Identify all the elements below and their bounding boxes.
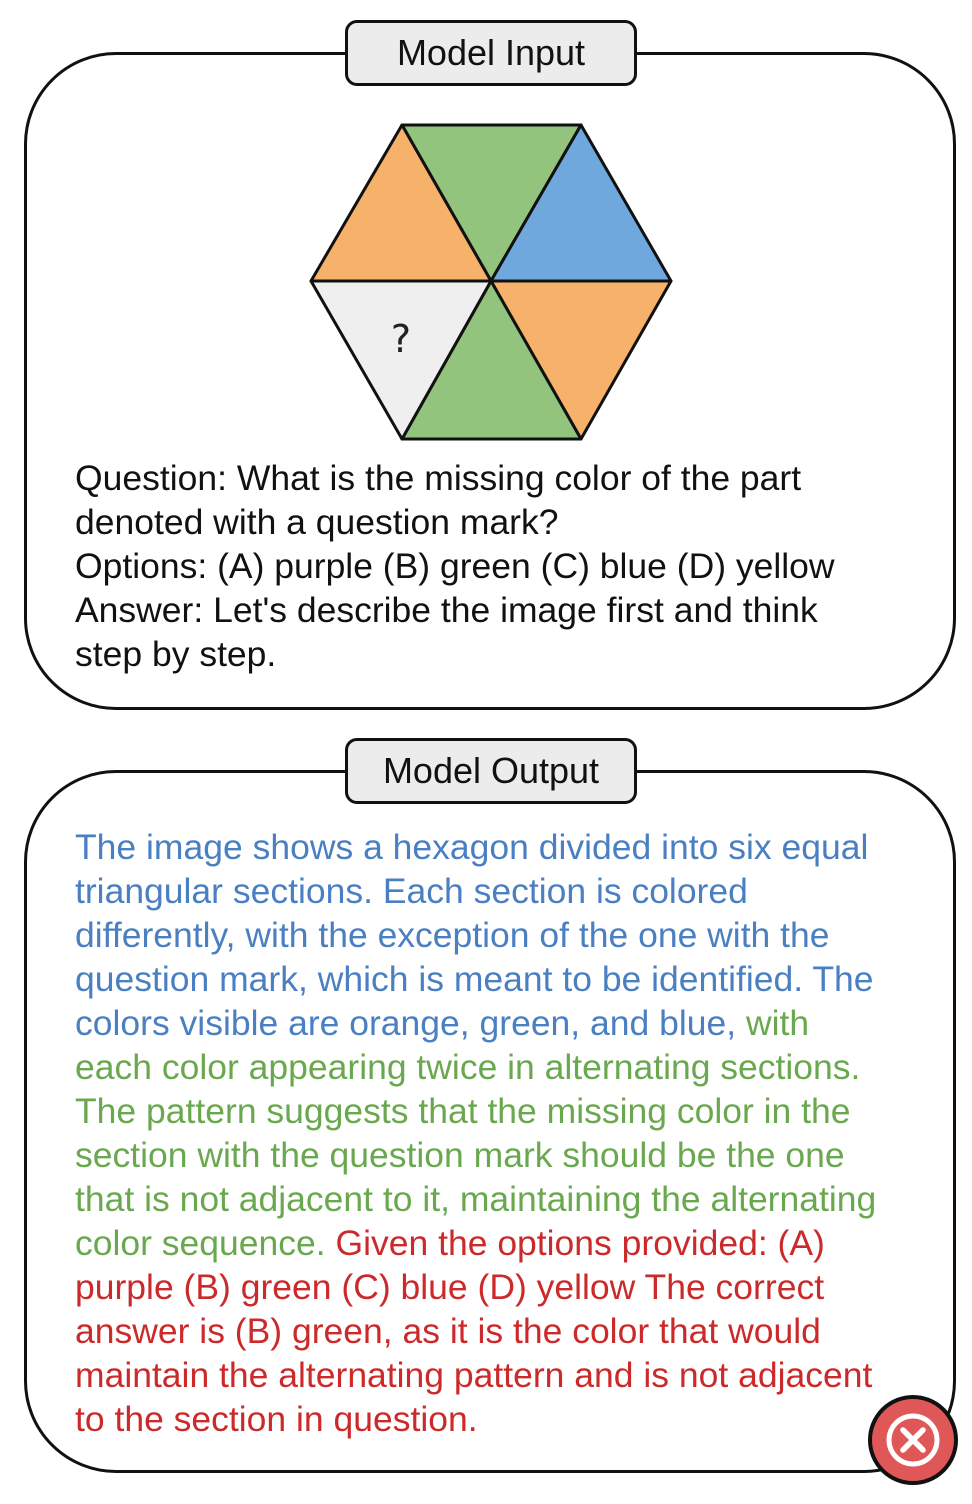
output-description-text: The image shows a hexagon divided into six equal triangular sections. Each section is colored differently, with the exception of the one with the question mark, which is meant to be identified. The colors visible are orange, green, and blue, xyxy=(75,827,874,1043)
model-output-title: Model Output xyxy=(382,750,600,791)
question-line: Question: What is the missing color of the part xyxy=(75,458,802,498)
answer-prompt-line-continued: step by step. xyxy=(75,634,277,674)
model-input-tab-label xyxy=(345,20,637,86)
model-input-title: Model Input xyxy=(396,32,586,73)
question-mark-label: ? xyxy=(390,317,412,361)
model-output-tab-label xyxy=(345,738,637,804)
options-line: Options: (A) purple (B) green (C) blue (D) yellow xyxy=(75,546,835,586)
close-x-icon xyxy=(872,1399,954,1481)
question-text-block xyxy=(75,456,905,676)
question-line-continued: denoted with a question mark? xyxy=(75,502,559,542)
output-reasoning-text: with each color appearing twice in alternating sections. The pattern suggests that the missing color in the section with the question mark should be the one that is not adjacent to it, maintaining the alternating color sequence. xyxy=(75,1003,877,1263)
incorrect-answer-badge xyxy=(868,1395,958,1485)
model-output-text xyxy=(75,825,895,1441)
hexagon-puzzle-figure xyxy=(306,122,676,444)
output-conclusion-text: Given the options provided: (A) purple (B) green (C) blue (D) yellow The correct answer is (B) green, as it is the color that would maintain the alternating pattern and is not adjacent to the section in question. xyxy=(75,1223,873,1439)
answer-prompt-line: Answer: Let's describe the image first and think xyxy=(75,590,818,630)
